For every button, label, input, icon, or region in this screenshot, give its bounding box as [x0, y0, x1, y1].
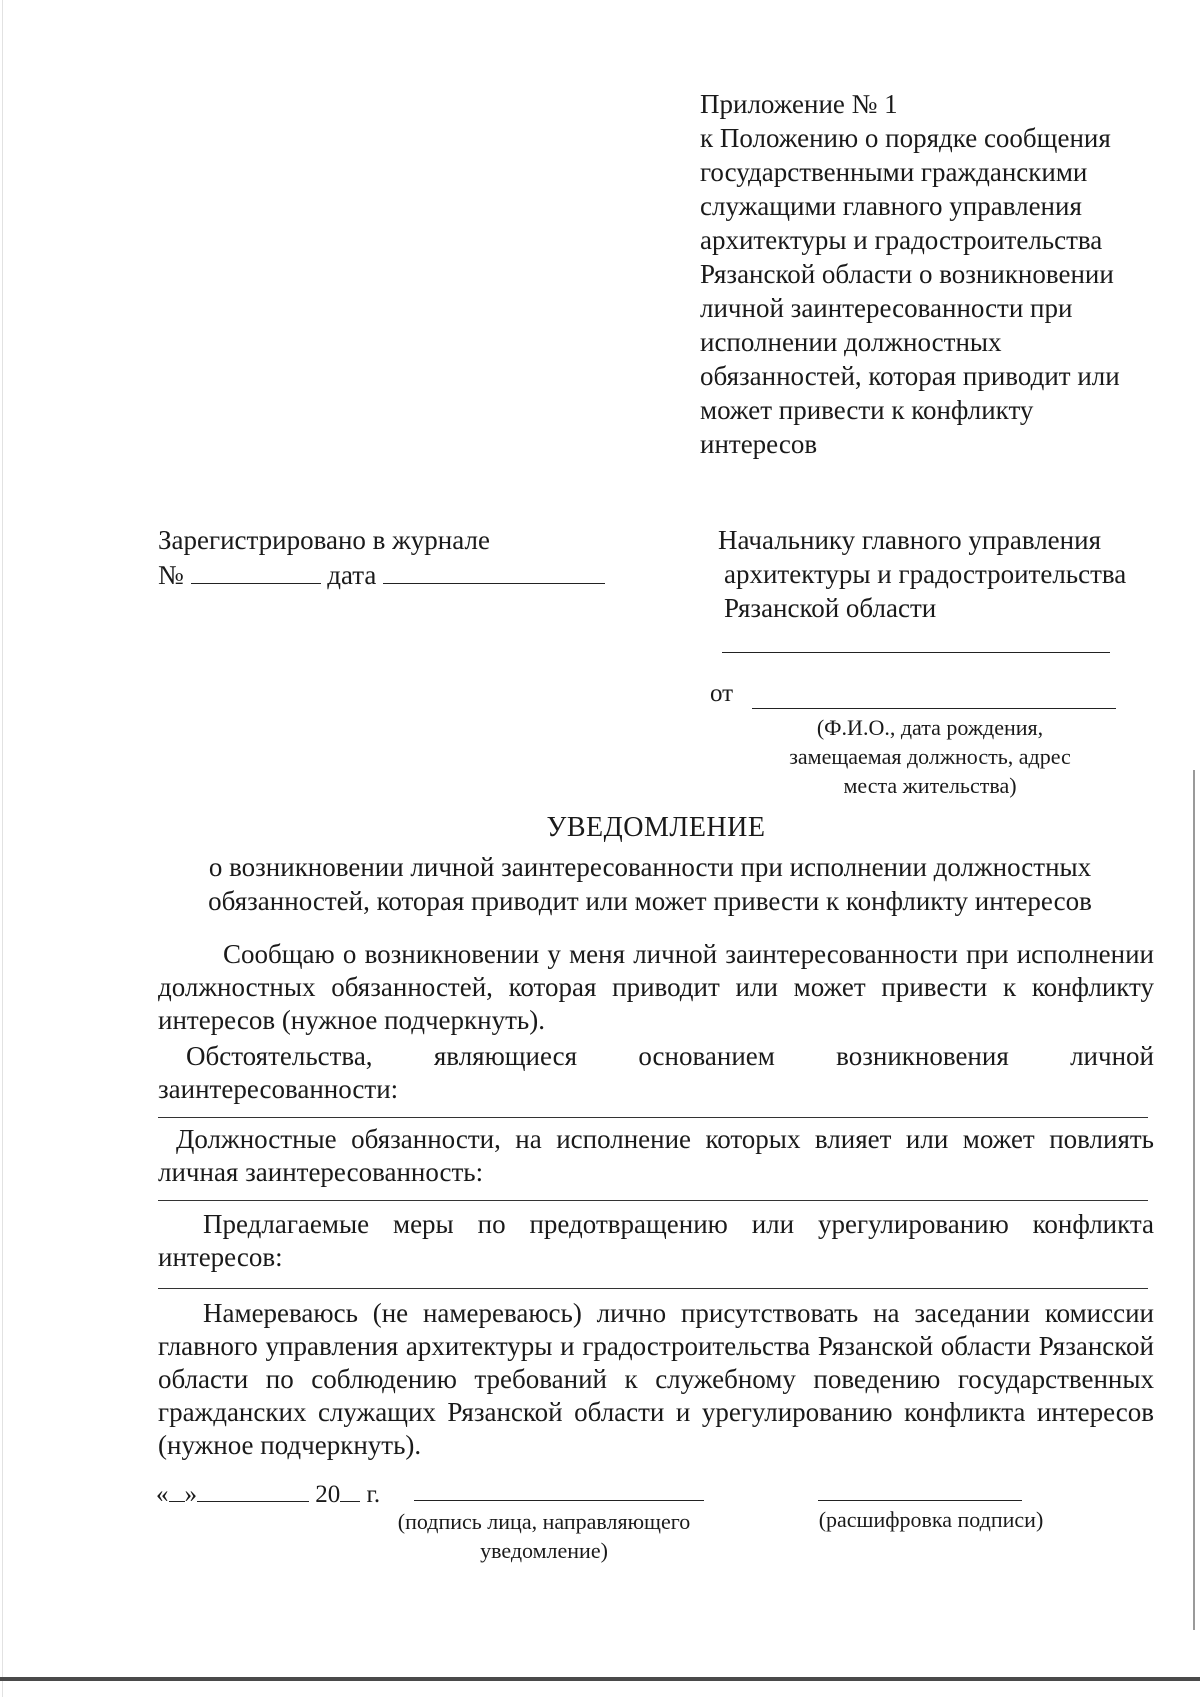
- appendix-line: интересов: [700, 429, 818, 459]
- paragraph-text: Сообщаю о возникновении у меня личной заинтересованности при исполнении должностных обязанностей, которая приводит или может привести к конфликту интересов (нужное подчеркнуть).: [158, 939, 1154, 1035]
- sender-hint: (Ф.И.О., дата рождения, замещаемая должность, адрес места жительства): [789, 715, 1071, 798]
- duties-field[interactable]: [158, 1200, 1148, 1201]
- signature-field[interactable]: [414, 1500, 704, 1501]
- scan-edge-bottom: [0, 1677, 1200, 1681]
- appendix-line: исполнении должностных: [700, 327, 1002, 357]
- sender-field[interactable]: [752, 708, 1116, 709]
- addressee-line: архитектуры и градостроительства: [724, 559, 1127, 589]
- month-field[interactable]: [197, 1479, 309, 1502]
- measures-field[interactable]: [158, 1288, 1148, 1289]
- appendix-line: служащими главного управления: [700, 191, 1082, 221]
- appendix-line: Приложение № 1: [700, 89, 898, 119]
- year-prefix: 20: [315, 1481, 341, 1508]
- paragraph-notification: [158, 938, 1154, 1037]
- paragraph-text: Обстоятельства, являющиеся основанием возникновения личной заинтересованности:: [158, 1041, 1154, 1104]
- paragraph-circumstances: [158, 1040, 1154, 1106]
- decoding-hint: (расшифровка подписи): [818, 1507, 1044, 1532]
- appendix-line: может привести к конфликту: [700, 395, 1034, 425]
- paragraph-text: Должностные обязанности, на исполнение которых влияет или может повлиять личная заинтересованность:: [158, 1124, 1154, 1187]
- addressee-line: Начальнику главного управления: [718, 525, 1101, 555]
- appendix-line: архитектуры и градостроительства: [700, 225, 1103, 255]
- signature-decoding-field[interactable]: [818, 1500, 1022, 1501]
- appendix-line: государственными гражданскими: [700, 157, 1088, 187]
- scan-edge-right: [1193, 770, 1195, 1630]
- appendix-line: обязанностей, которая приводит или: [700, 361, 1120, 391]
- addressee-line: Рязанской области: [724, 593, 937, 623]
- year-suffix: г.: [366, 1481, 381, 1508]
- registration-number-field[interactable]: [191, 561, 321, 584]
- registration-block: [158, 523, 605, 593]
- number-sign: №: [158, 560, 184, 590]
- appendix-header: [700, 87, 1180, 461]
- registration-date-field[interactable]: [383, 561, 605, 584]
- appendix-line: Рязанской области о возникновении: [700, 259, 1114, 289]
- day-field[interactable]: [169, 1479, 185, 1502]
- addressee-name-field[interactable]: [722, 652, 1110, 653]
- scan-edge-left: [2, 0, 3, 1697]
- circumstances-field[interactable]: [158, 1117, 1148, 1118]
- paragraph-measures: [158, 1208, 1154, 1274]
- addressee-block: [718, 523, 1126, 625]
- paragraph-attendance: [158, 1297, 1154, 1462]
- year-field[interactable]: [340, 1479, 360, 1502]
- registration-fields: [158, 558, 605, 593]
- date-close-quote: »: [184, 1481, 197, 1508]
- paragraph-text: Намереваюсь (не намереваюсь) лично присутствовать на заседании комиссии главного управления архитектуры и градостроительства Рязанской области Рязанской области по соблюдению требований к служебному поведению государственных гражданских служащих Рязанской области и урегулированию конфликта интересов (нужное подчеркнуть).: [158, 1298, 1154, 1460]
- date-open-quote: «: [156, 1481, 169, 1508]
- appendix-line: личной заинтересованности при: [700, 293, 1073, 323]
- notice-title: УВЕДОМЛЕНИЕ: [546, 812, 766, 843]
- paragraph-duties: [158, 1123, 1154, 1189]
- notice-subtitle: о возникновении личной заинтересованности при исполнении должностных обязанностей, которая приводит или может привести к конфликту интересов: [208, 852, 1092, 916]
- registration-label: Зарегистрировано в журнале: [158, 525, 490, 555]
- signature-date-row: [156, 1479, 380, 1509]
- paragraph-text: Предлагаемые меры по предотвращению или урегулированию конфликта интересов:: [158, 1209, 1154, 1272]
- signature-hint: (подпись лица, направляющего уведомление): [397, 1509, 691, 1563]
- date-label: дата: [327, 560, 377, 590]
- from-label: от: [710, 680, 734, 707]
- appendix-line: к Положению о порядке сообщения: [700, 123, 1111, 153]
